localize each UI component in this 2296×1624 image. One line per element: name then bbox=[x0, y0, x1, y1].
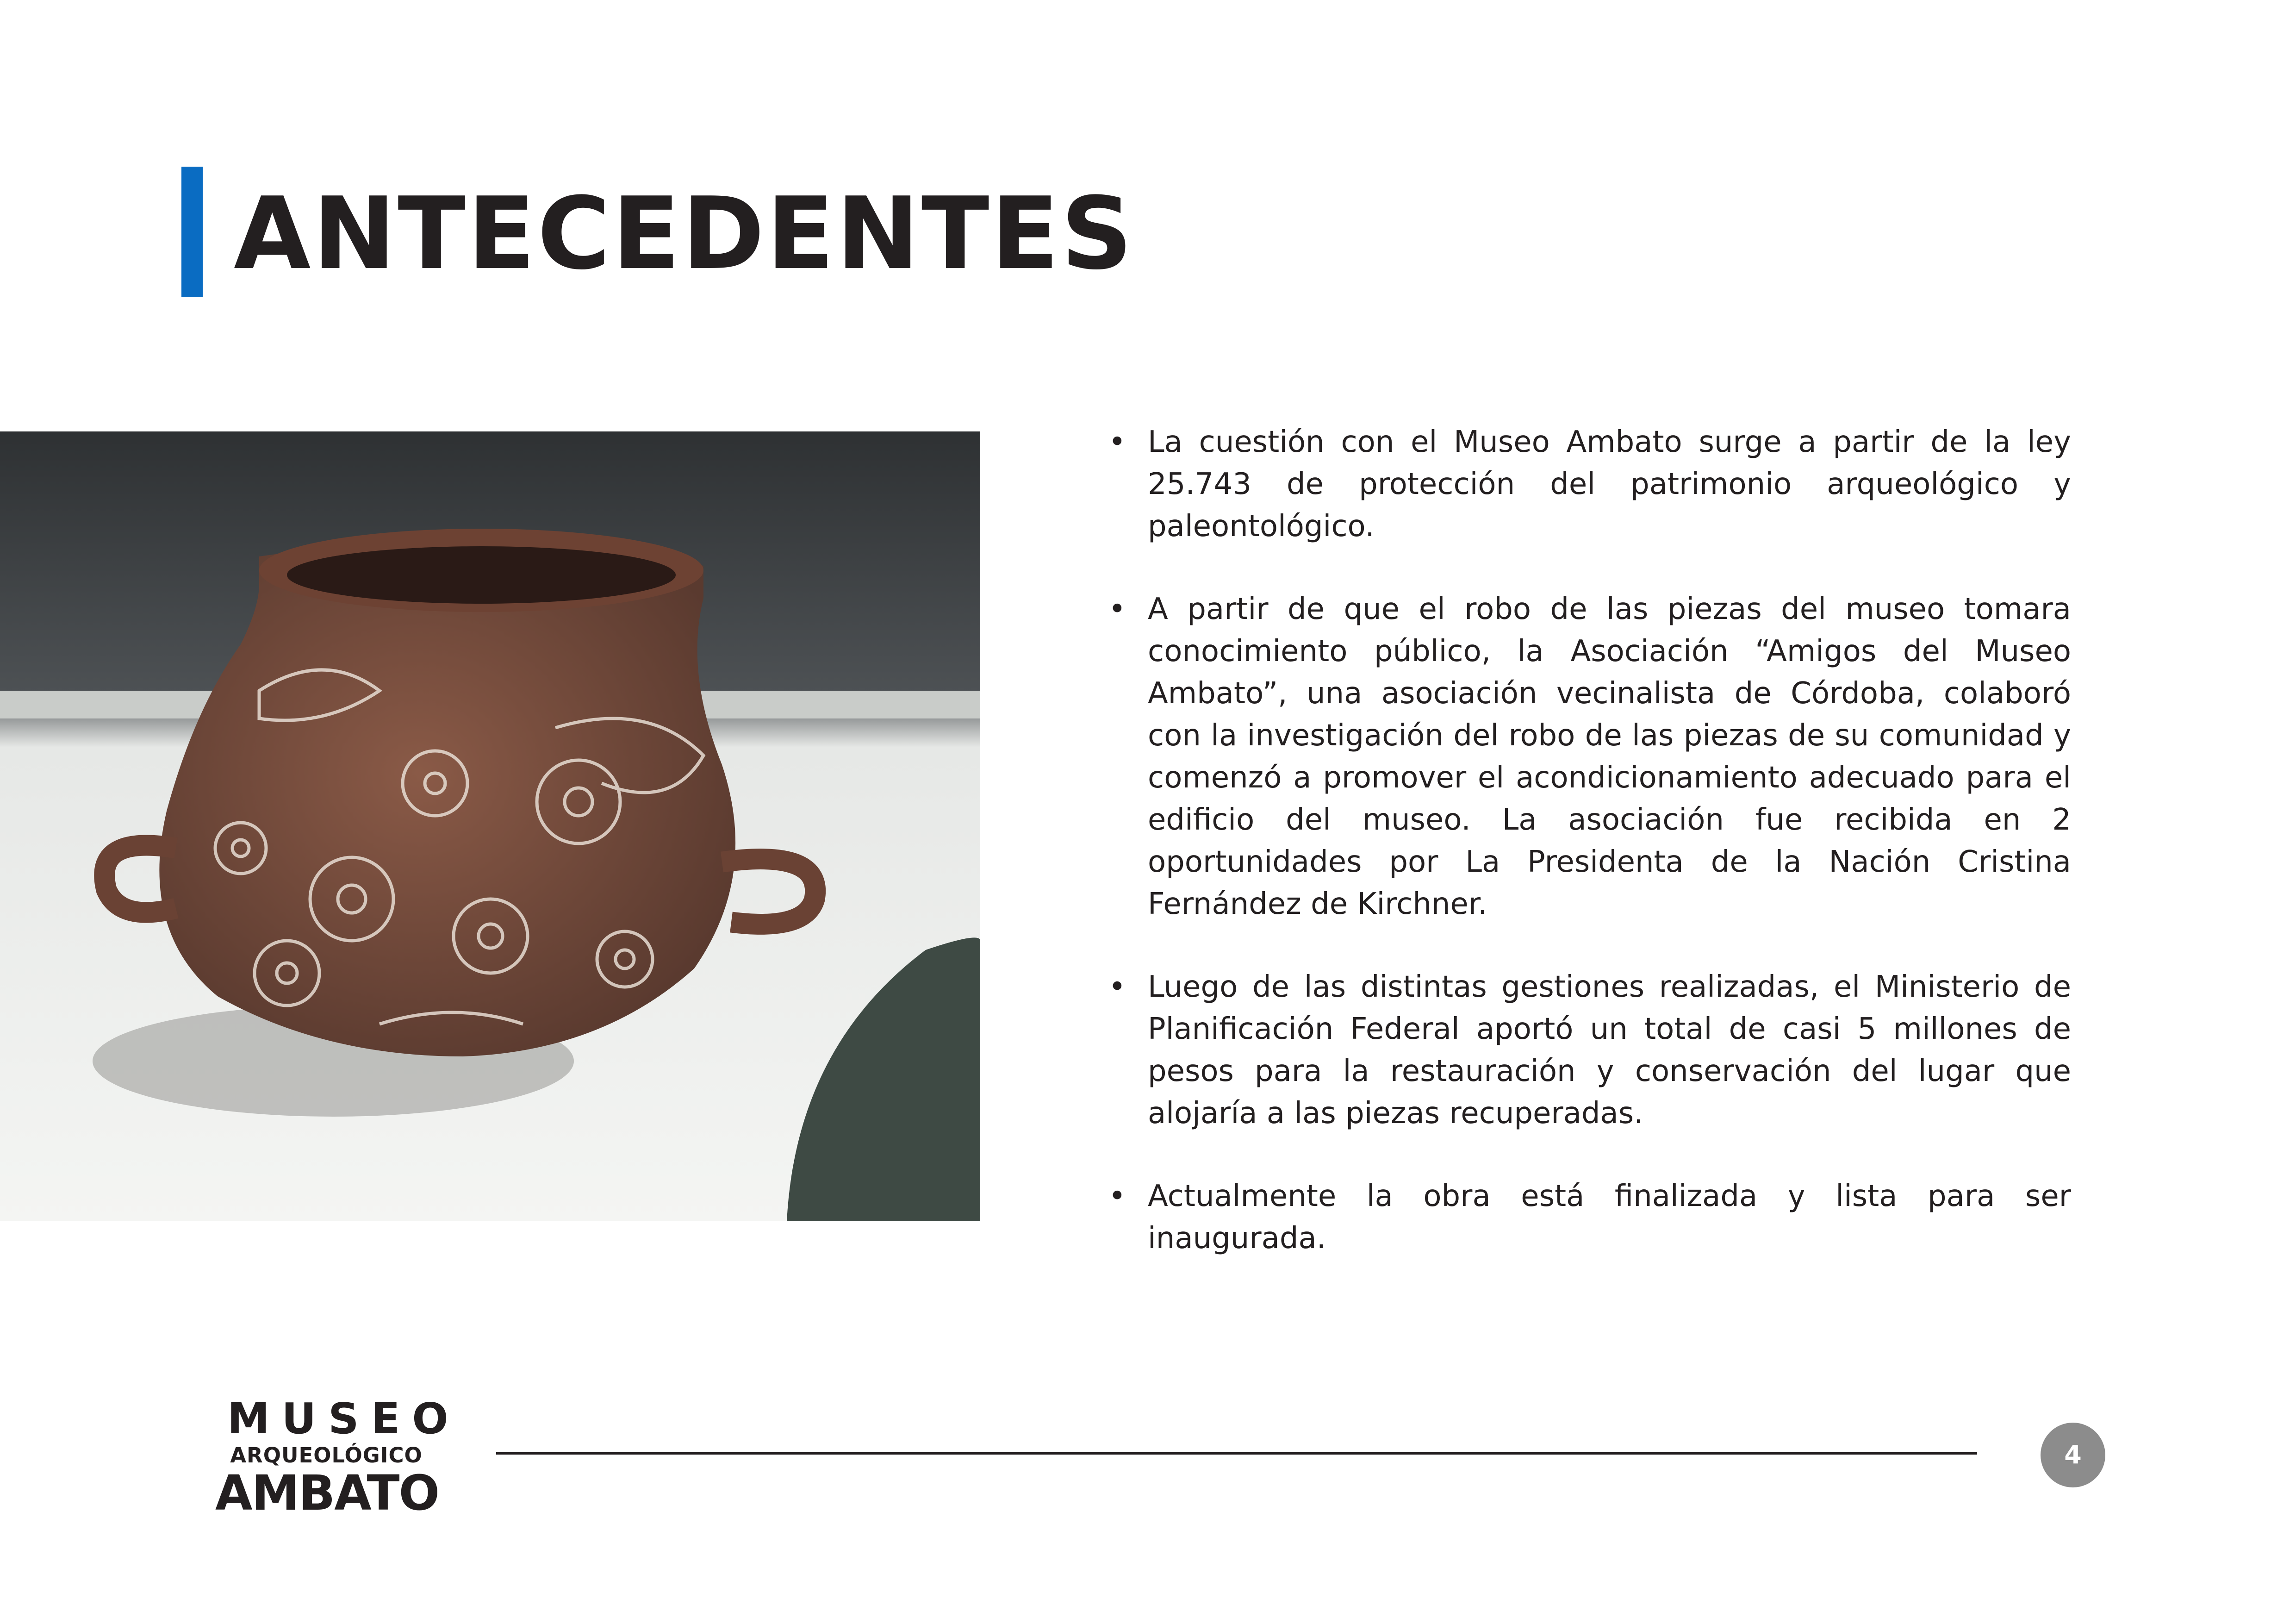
pottery-photo-drawing bbox=[0, 431, 980, 1221]
bullet-dot: • bbox=[1108, 425, 1126, 459]
museum-logo bbox=[215, 1394, 460, 1521]
page-number-badge: 4 bbox=[2041, 1423, 2105, 1487]
list-item bbox=[1108, 966, 2071, 1135]
list-item bbox=[1108, 588, 2071, 925]
footer-divider bbox=[496, 1452, 1977, 1455]
bullet-text: A partir de que el robo de las piezas del museo tomara conocimiento público, la Asociación “Amigos del Museo Ambato”, una asociación vecinalista de Córdoba, colaboró con la investigación del robo de las piezas de su comunidad y comenzó a promover el acondicionamiento adecuado para el edificio del museo. La asociación fue recibida en 2 oportunidades por La Presidenta de la Nación Cristina Fernández de Kirchner. bbox=[1148, 592, 2071, 921]
bullet-dot: • bbox=[1108, 592, 1126, 626]
logo-line-museo: MUSEO bbox=[227, 1394, 460, 1443]
bullet-text: Luego de las distintas gestiones realizadas, el Ministerio de Planificación Federal aportó un total de casi 5 millones de pesos para la restauración y conservación del lugar que alojaría a las piezas recuperadas. bbox=[1148, 970, 2071, 1131]
bullet-text: La cuestión con el Museo Ambato surge a partir de la ley 25.743 de protección del patrimonio arqueológico y paleontológico. bbox=[1148, 425, 2071, 543]
page-title: ANTECEDENTES bbox=[234, 175, 1135, 292]
title-accent-bar bbox=[181, 167, 203, 297]
logo-line-ambato: AMBATO bbox=[215, 1465, 439, 1521]
bullet-text: Actualmente la obra está finalizada y lista para ser inaugurada. bbox=[1148, 1179, 2071, 1255]
logo-line-arqueologico: ARQUEOLÓGICO bbox=[230, 1443, 423, 1468]
bullet-list bbox=[1108, 421, 2071, 1300]
bullet-dot: • bbox=[1108, 970, 1126, 1004]
list-item bbox=[1108, 421, 2071, 548]
list-item bbox=[1108, 1175, 2071, 1260]
pottery-photo bbox=[0, 431, 980, 1221]
bullet-dot: • bbox=[1108, 1179, 1126, 1213]
